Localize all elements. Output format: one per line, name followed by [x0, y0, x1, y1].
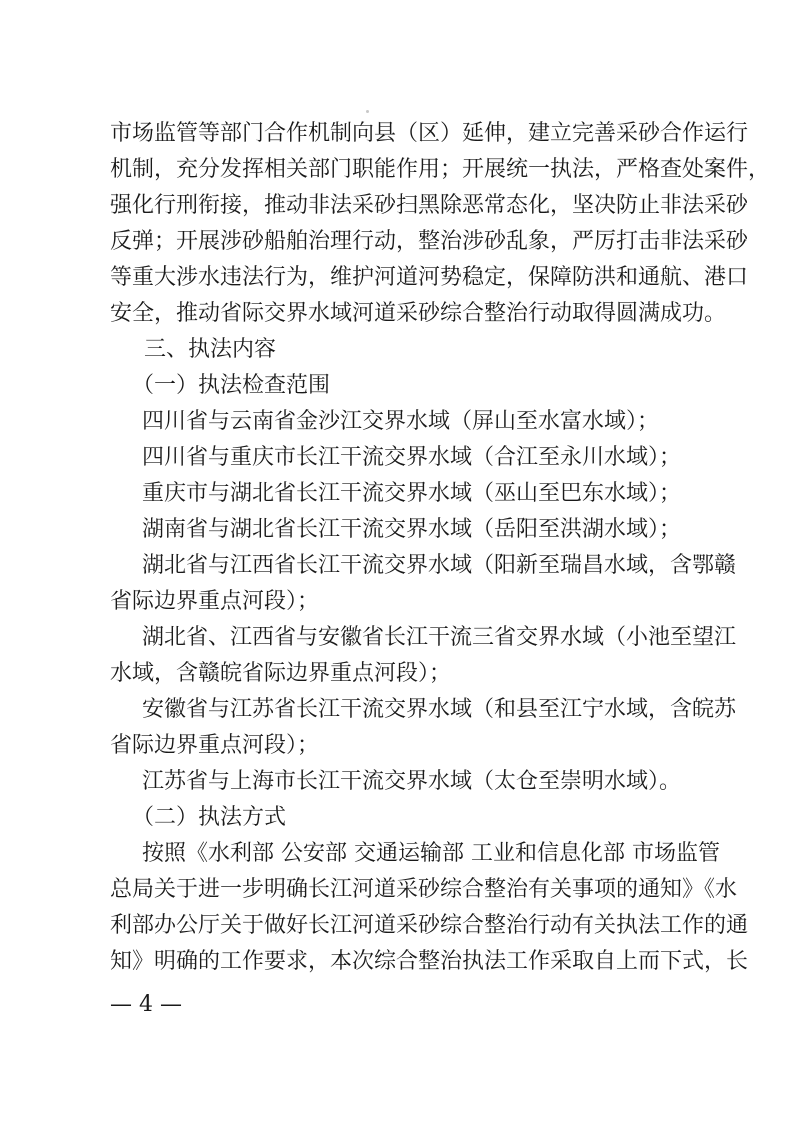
- list-item-continuation: 水域，含赣皖省际边界重点河段）；: [110, 661, 452, 686]
- body-text-line: 知》明确的工作要求，本次综合整治执法工作采取自上而下式，长: [110, 949, 749, 974]
- body-text-line: 安全，推动省际交界水域河道采砂综合整治行动取得圆满成功。: [110, 301, 727, 326]
- body-text-line: 按照《水利部 公安部 交通运输部 工业和信息化部 市场监管: [142, 841, 720, 866]
- subsection-heading: （二）执法方式: [132, 805, 287, 830]
- body-text-line: 利部办公厅关于做好长江河道采砂综合整治行动有关执法工作的通: [110, 913, 749, 938]
- list-item: 湖南省与湖北省长江干流交界水域（岳阳至洪湖水域）；: [142, 517, 682, 542]
- list-item: 湖北省、江西省与安徽省长江干流三省交界水域（小池至望江: [142, 625, 737, 650]
- body-text-line: 强化行刑衔接，推动非法采砂扫黑除恶常态化，坚决防止非法采砂: [110, 193, 749, 218]
- body-text-line: 等重大涉水违法行为，维护河道河势稳定，保障防洪和通航、港口: [110, 265, 749, 290]
- body-text-line: 市场监管等部门合作机制向县（区）延伸，建立完善采砂合作运行: [110, 121, 749, 146]
- subsection-heading: （一）执法检查范围: [132, 373, 331, 398]
- list-item: 安徽省与江苏省长江干流交界水域（和县至江宁水域，含皖苏: [142, 697, 737, 722]
- list-item: 四川省与重庆市长江干流交界水域（合江至永川水域）；: [142, 445, 682, 470]
- list-item-continuation: 省际边界重点河段）；: [110, 589, 320, 614]
- list-item: 江苏省与上海市长江干流交界水域（太仓至崇明水域）。: [142, 769, 682, 794]
- punch-mark: [366, 110, 369, 113]
- body-text-line: 总局关于进一步明确长江河道采砂综合整治有关事项的通知》《水: [110, 877, 738, 902]
- body-text-line: 机制，充分发挥相关部门职能作用；开展统一执法，严格查处案件，: [110, 157, 771, 182]
- page-number: — 4 —: [110, 992, 182, 1017]
- list-item: 湖北省与江西省长江干流交界水域（阳新至瑞昌水域，含鄂赣: [142, 553, 737, 578]
- list-item-continuation: 省际边界重点河段）；: [110, 733, 320, 758]
- section-heading: 三、执法内容: [144, 337, 277, 362]
- list-item: 四川省与云南省金沙江交界水域（屏山至水富水域）；: [142, 409, 660, 434]
- list-item: 重庆市与湖北省长江干流交界水域（巫山至巴东水域）；: [142, 481, 682, 506]
- body-text-line: 反弹；开展涉砂船舶治理行动，整治涉砂乱象，严厉打击非法采砂: [110, 229, 749, 254]
